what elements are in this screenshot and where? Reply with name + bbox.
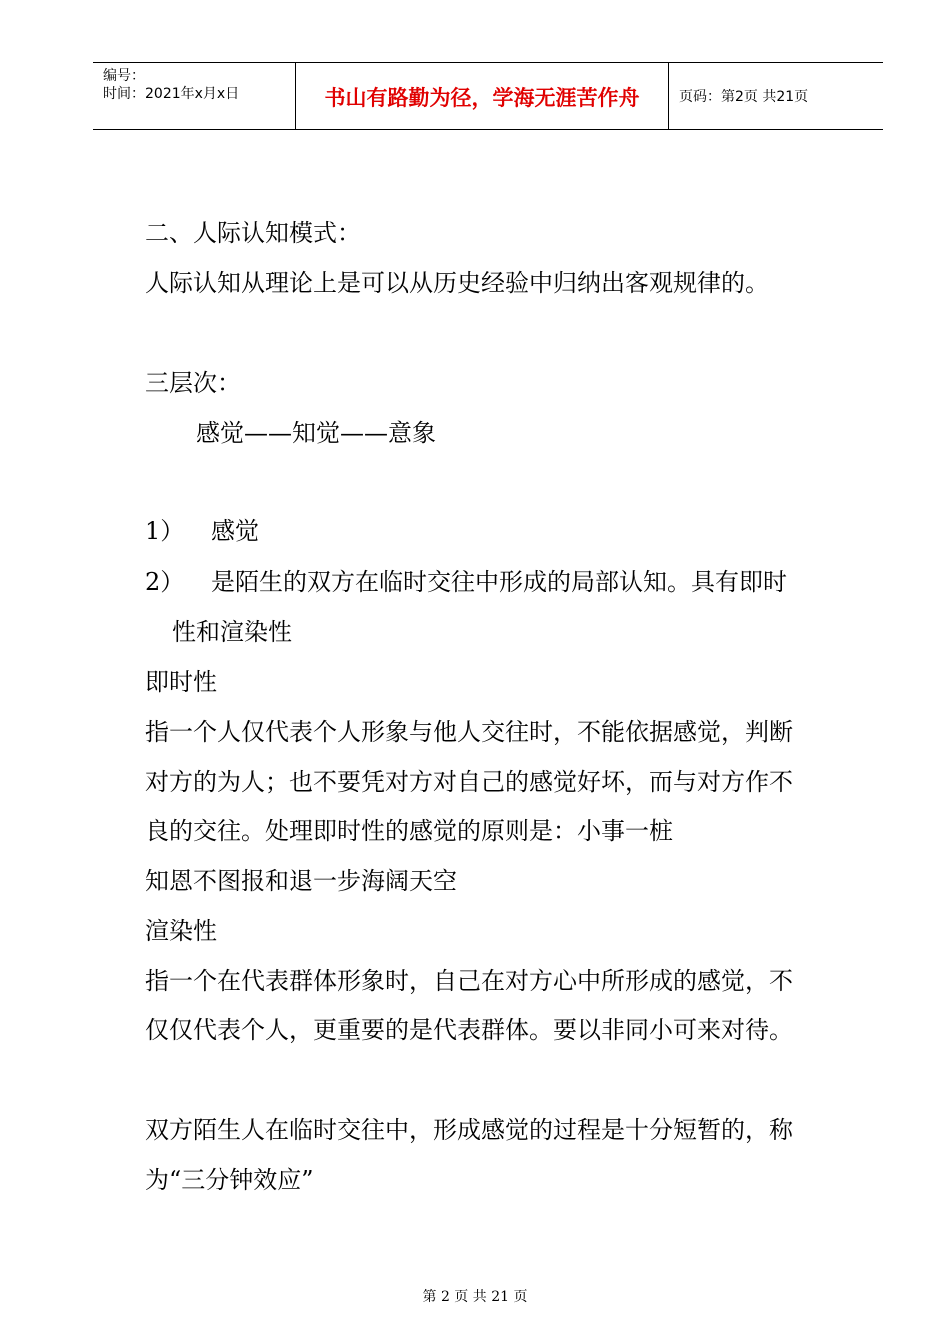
rendering-title: 渲染性	[145, 917, 217, 945]
immediacy-line-4: 知恩不图报和退一步海阔天空	[145, 867, 457, 895]
intro-paragraph: 人际认知从理论上是可以从历史经验中归纳出客观规律的。	[145, 269, 769, 297]
header-motto-cell	[295, 63, 669, 129]
immediacy-line-3: 良的交往。处理即时性的感觉的原则是：小事一桩	[145, 817, 673, 845]
header-motto: 书山有路勤为径，学海无涯苦作舟	[324, 86, 640, 110]
section-title: 二、人际认知模式：	[145, 219, 361, 247]
header-meta-cell	[93, 63, 295, 129]
header-page-info: 页码：第2页 共21页	[679, 89, 809, 105]
header-page-cell	[669, 63, 883, 129]
list-item-2-text-line2: 性和渲染性	[172, 618, 292, 646]
serial-label: 编号：	[103, 68, 145, 84]
list-item-1	[145, 516, 259, 546]
page-header	[93, 62, 883, 130]
list-item-2	[145, 567, 787, 597]
rendering-line-1: 指一个在代表群体形象时，自己在对方心中所形成的感觉，不	[145, 967, 793, 995]
effect-line-1: 双方陌生人在临时交往中，形成感觉的过程是十分短暂的，称	[145, 1116, 793, 1144]
immediacy-line-1: 指一个人仅代表个人形象与他人交往时，不能依据感觉，判断	[145, 718, 793, 746]
immediacy-title: 即时性	[145, 668, 217, 696]
list-item-1-number: 1）	[145, 517, 185, 545]
list-item-2-number: 2）	[145, 568, 185, 596]
list-item-2-text-line1: 是陌生的双方在临时交往中形成的局部认知。具有即时	[211, 568, 787, 596]
levels-title: 三层次：	[145, 369, 241, 397]
levels-sequence: 感觉——知觉——意象	[196, 419, 436, 447]
rendering-line-2: 仅仅代表个人，更重要的是代表群体。要以非同小可来对待。	[145, 1016, 793, 1044]
list-item-1-text: 感觉	[211, 517, 259, 545]
immediacy-line-2: 对方的为人；也不要凭对方对自己的感觉好坏，而与对方作不	[145, 768, 793, 796]
time-label: 时间：2021年x月x日	[103, 86, 240, 102]
effect-line-2: 为“三分钟效应”	[145, 1166, 314, 1194]
page-footer: 第 2 页 共 21 页	[422, 1289, 528, 1305]
